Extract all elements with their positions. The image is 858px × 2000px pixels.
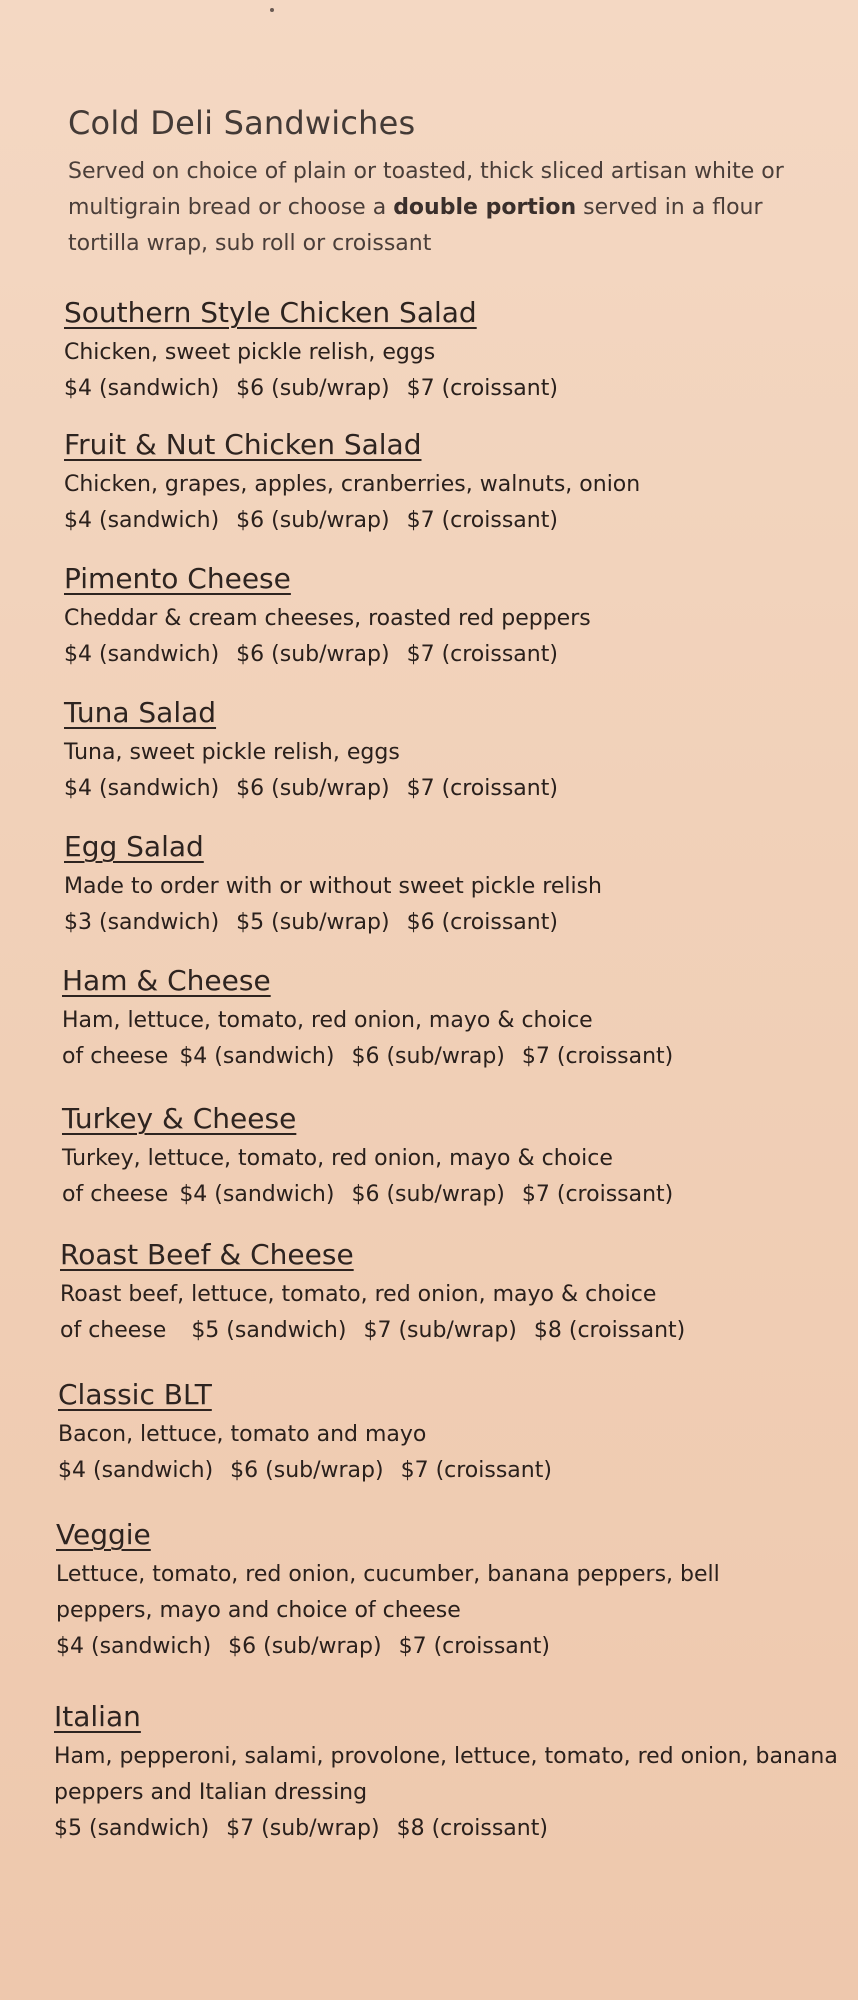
item-prices (60, 1313, 850, 1349)
price-croissant: $7 (croissant) (406, 776, 558, 801)
item-prices (64, 905, 854, 941)
menu-item-roast-beef-cheese (60, 1238, 850, 1349)
item-description: Ham, pepperoni, salami, provolone, lettuce, tomato, red onion, banana peppers and Italian dressing (54, 1744, 838, 1805)
price-croissant: $7 (croissant) (398, 1634, 550, 1659)
item-description: Turkey, lettuce, tomato, red onion, mayo & choice (62, 1146, 613, 1171)
item-name: Roast Beef & Cheese (60, 1238, 354, 1271)
item-name: Southern Style Chicken Salad (64, 296, 477, 329)
intro-text-end: served in a flour tortilla wrap, sub roll or croissant (68, 195, 763, 256)
menu-item-veggie (56, 1518, 796, 1665)
price-sub-wrap: $6 (sub/wrap) (236, 376, 390, 401)
item-description: Cheddar & cream cheeses, roasted red peppers (64, 606, 591, 631)
price-sub-wrap: $6 (sub/wrap) (236, 776, 390, 801)
item-prices (62, 1177, 852, 1213)
price-sandwich: $4 (sandwich) (56, 1634, 212, 1659)
item-description-cont: of cheese (62, 1182, 169, 1207)
price-sandwich: $4 (sandwich) (58, 1458, 214, 1483)
price-sandwich: $4 (sandwich) (64, 642, 220, 667)
item-description-cont: of cheese (62, 1044, 169, 1069)
price-croissant: $7 (croissant) (521, 1044, 674, 1069)
price-sub-wrap: $5 (sub/wrap) (236, 910, 390, 935)
intro-bold-text: double portion (393, 195, 577, 220)
price-sandwich: $4 (sandwich) (64, 776, 220, 801)
item-name: Italian (54, 1700, 141, 1733)
price-sandwich: $4 (sandwich) (179, 1044, 335, 1069)
menu-item-turkey-cheese (62, 1102, 852, 1213)
item-name: Classic BLT (58, 1378, 212, 1411)
item-prices (64, 637, 854, 673)
price-croissant: $7 (croissant) (406, 376, 558, 401)
price-croissant: $6 (croissant) (406, 910, 558, 935)
item-name: Veggie (56, 1518, 151, 1551)
price-sub-wrap: $7 (sub/wrap) (363, 1318, 517, 1343)
item-prices (64, 771, 854, 807)
price-sub-wrap: $6 (sub/wrap) (230, 1458, 384, 1483)
item-description: Made to order with or without sweet pickle relish (64, 874, 602, 899)
price-croissant: $7 (croissant) (521, 1182, 674, 1207)
item-name: Ham & Cheese (62, 964, 271, 997)
item-prices (54, 1811, 844, 1847)
item-name: Turkey & Cheese (62, 1102, 297, 1135)
price-sub-wrap: $6 (sub/wrap) (236, 642, 390, 667)
price-croissant: $7 (croissant) (406, 642, 558, 667)
paper-speck (270, 8, 274, 12)
price-sandwich: $5 (sandwich) (54, 1816, 210, 1841)
price-sub-wrap: $7 (sub/wrap) (226, 1816, 380, 1841)
price-croissant: $8 (croissant) (533, 1318, 686, 1343)
price-croissant: $7 (croissant) (406, 508, 558, 533)
price-sandwich: $4 (sandwich) (64, 508, 220, 533)
price-sub-wrap: $6 (sub/wrap) (351, 1044, 505, 1069)
item-name: Tuna Salad (64, 696, 217, 729)
item-description: Ham, lettuce, tomato, red onion, mayo & choice (62, 1008, 593, 1033)
item-name: Fruit & Nut Chicken Salad (64, 428, 422, 461)
item-description: Tuna, sweet pickle relish, eggs (64, 740, 400, 765)
price-sandwich: $5 (sandwich) (191, 1318, 347, 1343)
item-prices (56, 1629, 796, 1665)
menu-item-ham-cheese (62, 964, 852, 1075)
item-description: Chicken, sweet pickle relish, eggs (64, 340, 436, 365)
menu-heading: Cold Deli Sandwiches (68, 104, 416, 142)
item-name: Egg Salad (64, 830, 204, 863)
item-prices (64, 371, 854, 407)
menu-item-italian (54, 1700, 844, 1847)
price-sandwich: $4 (sandwich) (179, 1182, 335, 1207)
item-description-cont: of cheese (60, 1318, 167, 1343)
menu-item-southern-chicken-salad (64, 296, 854, 407)
item-description: Bacon, lettuce, tomato and mayo (58, 1422, 427, 1447)
menu-item-pimento-cheese (64, 562, 854, 673)
item-description: Lettuce, tomato, red onion, cucumber, banana peppers, bell peppers, mayo and choice of cheese (56, 1562, 720, 1623)
menu-intro (68, 154, 838, 262)
price-sandwich: $3 (sandwich) (64, 910, 220, 935)
price-sub-wrap: $6 (sub/wrap) (351, 1182, 505, 1207)
item-description: Chicken, grapes, apples, cranberries, walnuts, onion (64, 472, 641, 497)
price-sandwich: $4 (sandwich) (64, 376, 220, 401)
item-description: Roast beef, lettuce, tomato, red onion, mayo & choice (60, 1282, 657, 1307)
menu-item-egg-salad (64, 830, 854, 941)
item-prices (64, 503, 854, 539)
price-sub-wrap: $6 (sub/wrap) (228, 1634, 382, 1659)
menu-item-classic-blt (58, 1378, 848, 1489)
intro-text-start: Served on choice of plain or toasted, thick sliced artisan white or multigrain bread or choose a (68, 159, 784, 220)
item-prices (62, 1039, 852, 1075)
menu-item-tuna-salad (64, 696, 854, 807)
price-croissant: $8 (croissant) (396, 1816, 548, 1841)
menu-item-fruit-nut-chicken-salad (64, 428, 854, 539)
item-name: Pimento Cheese (64, 562, 291, 595)
price-croissant: $7 (croissant) (400, 1458, 552, 1483)
price-sub-wrap: $6 (sub/wrap) (236, 508, 390, 533)
item-prices (58, 1453, 848, 1489)
